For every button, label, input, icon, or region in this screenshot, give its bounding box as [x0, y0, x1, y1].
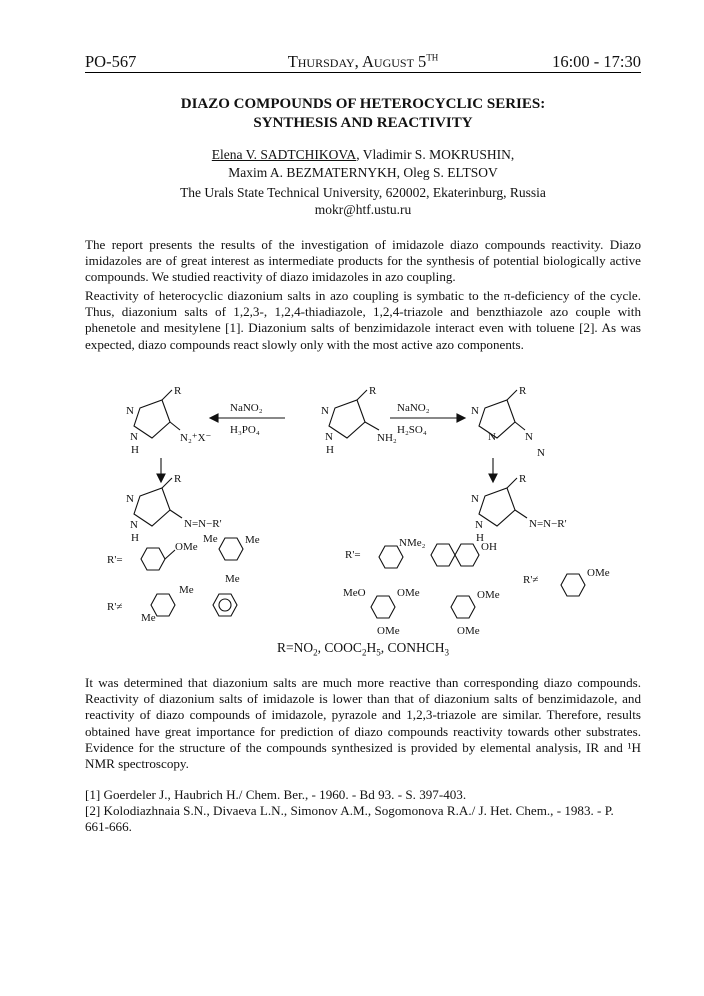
svg-text:N: N	[525, 431, 533, 443]
svg-text:NaNO₂: NaNO₂	[397, 402, 430, 414]
svg-text:OMe: OMe	[377, 625, 400, 637]
svg-text:H₂SO₄: H₂SO₄	[397, 424, 427, 436]
svg-text:N: N	[471, 405, 479, 417]
right-methoxy-components	[343, 587, 500, 637]
page-header	[85, 48, 641, 73]
svg-text:R: R	[174, 473, 182, 485]
svg-text:N: N	[130, 519, 138, 531]
arrow-to-diazonium	[210, 402, 285, 436]
paper-title: DIAZO COMPOUNDS OF HETEROCYCLIC SERIES: SYNTHESIS AND REACTIVITY	[180, 96, 546, 131]
paragraph-reactivity: Reactivity of heterocyclic diazonium salts in azo coupling is symbatic to the π-deficiency of the cycle. Thus, diazonium salts of 1,2,3-, 1,2,4-thiadiazole, 1,2,4-triazole and benzthiazole azo couple with phenetole and mesitylene [1]. Diazonium salts of benzimidazole interact even with toluene [2]. As was expected, diazo compounds react slowly only with the most active azo components.	[85, 288, 641, 352]
left-active-components	[107, 533, 260, 585]
svg-text:H: H	[131, 444, 139, 456]
svg-text:N₂⁺X⁻: N₂⁺X⁻	[180, 432, 212, 444]
svg-text:N: N	[325, 431, 333, 443]
svg-text:N: N	[126, 405, 134, 417]
presenting-author: Elena V. SADTCHIKOVA	[211, 147, 357, 162]
svg-text:R'≠: R'≠	[523, 574, 539, 586]
svg-text:Me: Me	[179, 584, 194, 596]
reaction-scheme	[85, 378, 645, 638]
svg-text:Me: Me	[245, 534, 260, 546]
svg-text:R'=: R'=	[345, 549, 361, 561]
paragraph-intro: The report presents the results of the investigation of imidazole diazo compounds reactivity. Diazo imidazoles are of great interest as intermediate products for the synthesis of potential biologically active compounds. We studied reactivity of diazo imidazoles in azo coupling.	[85, 237, 641, 285]
svg-text:H: H	[476, 532, 484, 544]
svg-text:H₃PO₄: H₃PO₄	[230, 424, 260, 436]
svg-text:NH₂: NH₂	[377, 432, 397, 444]
diazonium-salt-structure	[126, 385, 212, 456]
svg-text:R: R	[174, 385, 182, 397]
affiliation: The Urals State Technical University, 620002, Ekaterinburg, Russia mokr@htf.ustu.ru	[85, 184, 641, 218]
svg-text:NMe₂: NMe₂	[399, 537, 426, 549]
svg-text:R: R	[519, 385, 527, 397]
session-day: Thursday, August 5TH	[287, 52, 439, 71]
azo-product-right	[471, 473, 567, 544]
abstract-code: PO-567	[85, 52, 137, 71]
svg-text:N=N−R': N=N−R'	[184, 518, 222, 530]
email: mokr@htf.ustu.ru	[314, 202, 412, 217]
svg-text:Me: Me	[203, 533, 218, 545]
svg-text:N: N	[471, 493, 479, 505]
svg-text:R: R	[519, 473, 527, 485]
svg-text:R'=: R'=	[107, 554, 123, 566]
svg-text:MeO: MeO	[343, 587, 366, 599]
author-list: Elena V. SADTCHIKOVA, Vladimir S. MOKRUSHIN, Maxim A. BEZMATERNYKH, Oleg S. ELTSOV	[211, 147, 515, 180]
svg-text:R: R	[369, 385, 377, 397]
svg-text:OMe: OMe	[175, 541, 198, 553]
svg-text:Me: Me	[141, 612, 156, 624]
svg-text:Me: Me	[225, 573, 240, 585]
svg-text:OMe: OMe	[587, 567, 610, 579]
svg-text:OMe: OMe	[477, 589, 500, 601]
svg-text:OMe: OMe	[397, 587, 420, 599]
svg-text:N: N	[475, 519, 483, 531]
svg-text:H: H	[131, 532, 139, 544]
svg-text:N: N	[537, 447, 545, 459]
paragraph-conclusion: It was determined that diazonium salts are much more reactive than corresponding diazo compounds. Reactivity of diazonium salts of imidazole is lower than that of diazonium salts of benzimidazole, and reactivity of diazo compounds of imidazole, pyrazole and 1,2,3-triazole are similar. Therefore, results obtained have great importance for prediction of diazo compounds reactivity towards other substrates. Evidence for the structure of the compounds synthesized is provided by elemental analysis, IR and ¹H NMR spectroscopy.	[85, 675, 641, 772]
svg-text:N=N−R': N=N−R'	[529, 518, 567, 530]
svg-text:N: N	[130, 431, 138, 443]
scheme-caption: $R=NO_2$, $COOC_2H_5$, $CONHCH_3$	[277, 640, 449, 658]
diazo-compound-structure	[471, 385, 545, 459]
arrow-to-diazo	[390, 402, 465, 436]
right-active-components	[345, 537, 610, 596]
aminoimidazole-structure	[321, 385, 397, 456]
svg-text:OMe: OMe	[457, 625, 480, 637]
svg-text:H: H	[326, 444, 334, 456]
reference-2: [2] Kolodiazhnaia S.N., Divaeva L.N., Simonov A.M., Sogomonova R.A./ J. Het. Chem., - 1983. - P. 661-666.	[85, 803, 614, 835]
svg-text:NaNO₂: NaNO₂	[230, 402, 263, 414]
reference-1: [1] Goerdeler J., Haubrich H./ Chem. Ber., - 1960. - Bd 93. - S. 397-403.	[85, 787, 467, 802]
references	[85, 787, 641, 836]
svg-text:N: N	[126, 493, 134, 505]
svg-text:OH: OH	[481, 541, 497, 553]
svg-text:R'≠: R'≠	[107, 601, 123, 613]
session-time: 16:00 - 17:30	[552, 52, 641, 71]
svg-text:N: N	[488, 431, 496, 443]
left-inactive-components	[107, 584, 237, 624]
svg-text:N: N	[321, 405, 329, 417]
